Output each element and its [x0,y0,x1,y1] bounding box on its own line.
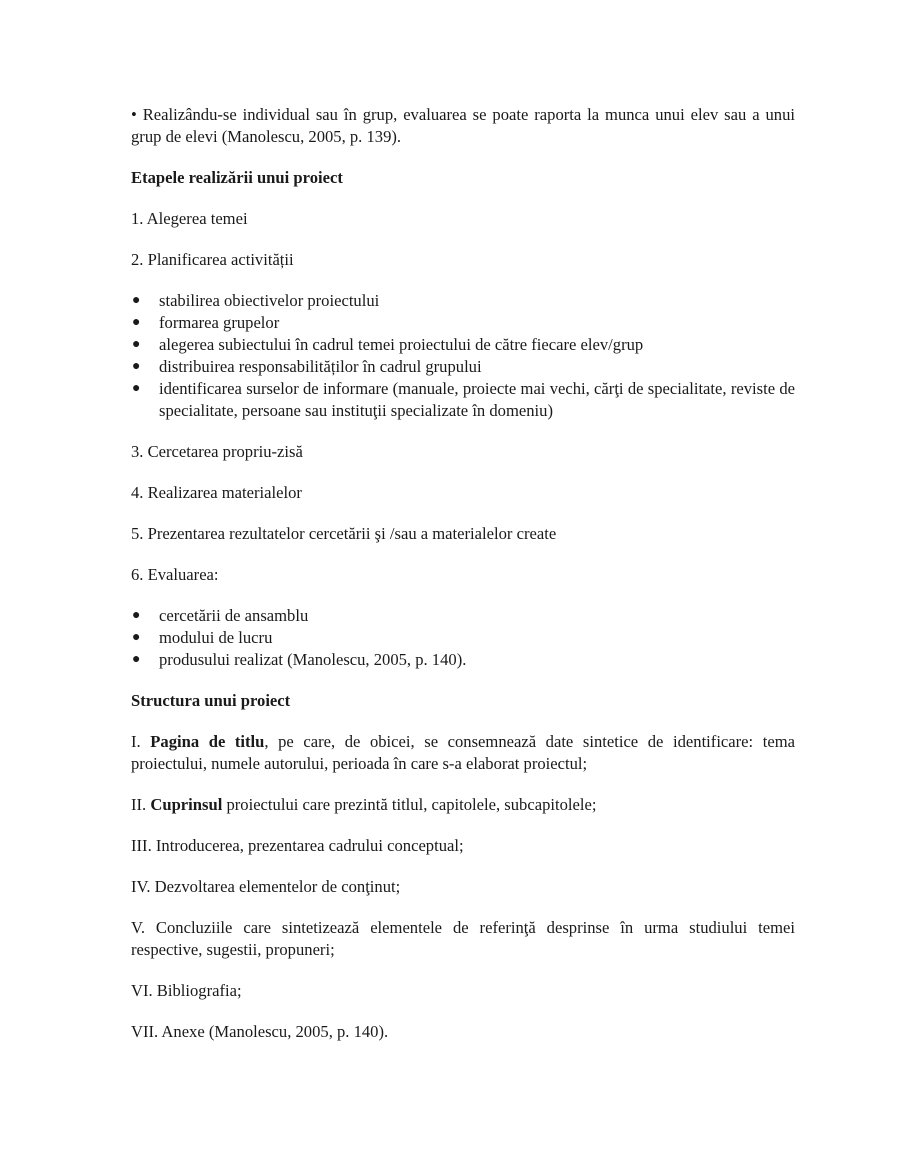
list-item: ● formarea grupelor [132,313,280,332]
list-item: ● produsului realizat (Manolescu, 2005, p. 140). [132,650,467,669]
bullet-icon: ● [132,652,141,667]
bullet-icon: ● [132,337,141,352]
evaluation-list [131,605,795,671]
bullet-icon: ● [132,315,141,330]
section-heading-etape: Etapele realizării unui proiect [131,168,343,187]
structure-item-6: VI. Bibliografia; [131,981,242,1000]
structure-item-4: IV. Dezvoltarea elementelor de conţinut; [131,877,401,896]
section-heading-structura: Structura unui proiect [131,691,291,710]
bullet-icon: ● [132,359,141,374]
structure-item-3: III. Introducerea, prezentarea cadrului conceptual; [131,836,464,855]
step-6: 6. Evaluarea: [131,565,219,584]
planning-list [131,290,795,422]
bullet-icon: ● [132,381,141,396]
list-item: ● distribuirea responsabilităților în cadrul grupului [132,357,482,376]
step-3: 3. Cercetarea propriu-zisă [131,442,303,461]
step-2: 2. Planificarea activității [131,250,294,269]
list-item: ● identificarea surselor de informare (manuale, proiecte mai vechi, cărţi de specialitate, reviste de specialitate, persoane sau instituţii specializate în domeniu) [132,379,795,420]
list-item: ● cercetării de ansamblu [132,606,309,625]
step-4: 4. Realizarea materialelor [131,483,302,502]
list-item: ● modului de lucru [132,628,273,647]
structure-item-1: I. Pagina de titlu, pe care, de obicei, se consemnează date sintetice de identificare: tema proiectului, numele autorului, perioada în care s-a elaborat proiectul; [131,732,795,773]
structure-item-2: II. Cuprinsul proiectului care prezintă titlul, capitolele, subcapitolele; [131,795,597,814]
bullet-icon: ● [132,293,141,308]
list-item: ● stabilirea obiectivelor proiectului [132,291,380,310]
bullet-icon: ● [132,608,141,623]
step-1: 1. Alegerea temei [131,209,248,228]
bullet-icon: ● [132,630,141,645]
step-5: 5. Prezentarea rezultatelor cercetării şi /sau a materialelor create [131,524,557,543]
intro-paragraph: • Realizându-se individual sau în grup, evaluarea se poate raporta la munca unui elev sau a unui grup de elevi (Manolescu, 2005, p. 139). [131,105,795,146]
list-item: ● alegerea subiectului în cadrul temei proiectului de către fiecare elev/grup [132,335,644,354]
document-page [131,104,795,1062]
structure-item-5: V. Concluziile care sintetizează elementele de referinţă desprinse în urma studiului temei respective, sugestii, propuneri; [131,918,795,959]
structure-item-7: VII. Anexe (Manolescu, 2005, p. 140). [131,1022,389,1041]
